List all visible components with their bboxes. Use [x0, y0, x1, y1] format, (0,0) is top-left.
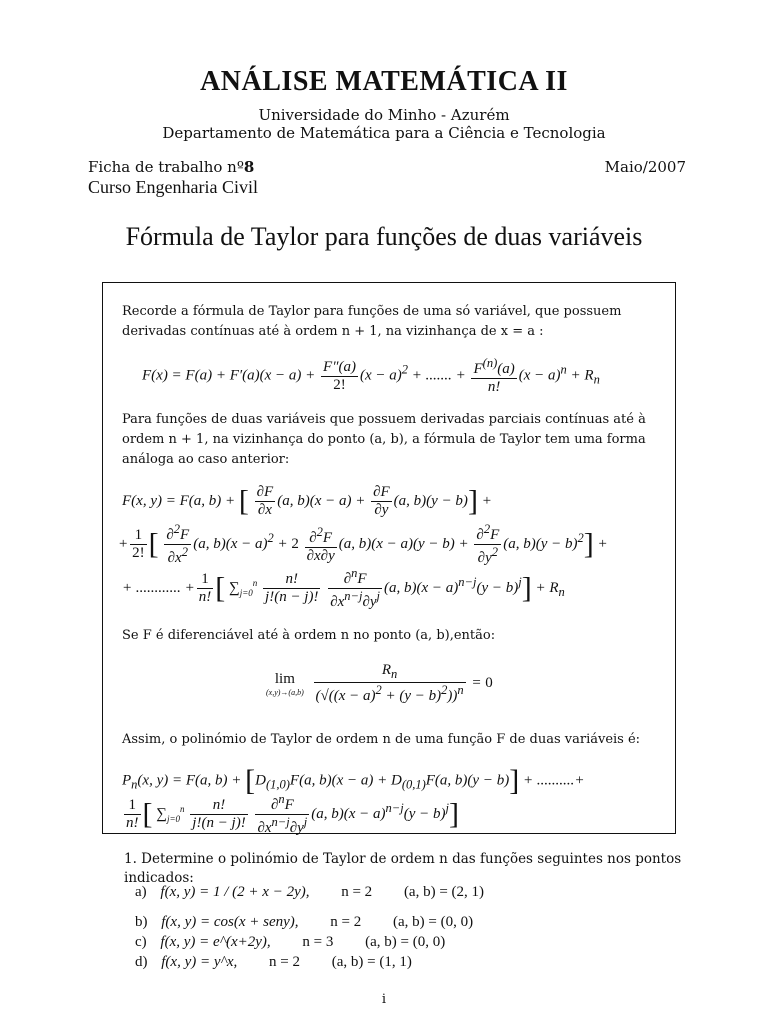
sheet-label	[88, 158, 254, 176]
page-number: i	[381, 992, 387, 1007]
item-point: (a, b) = (0, 0)	[365, 934, 446, 950]
polynomial-statement: Assim, o polinómio de Taylor de ordem n de uma função F de duas variáveis é:	[122, 732, 641, 747]
para2-line-1: Para funções de duas variáveis que possuem derivadas parciais contínuas até à	[122, 412, 646, 427]
taylor-two-variable-line-3: + ............ + $\frac{1}{n!}$ [ $\sum_{j=0}^n$ $\frac{n!}{j!(n - j)!}$ $\frac{\partial^nF}{\partial x^{n-j}\partial y^j}$ (a, $b)(x - a)^{n-j}(y - b)^j] + R_n$	[122, 566, 565, 610]
sheet-label-text: Ficha de trabalho nº	[88, 158, 244, 176]
section-title: Fórmula de Taylor para funções de duas variáveis	[125, 222, 643, 251]
course-name: Curso Engenharia Civil	[88, 177, 258, 197]
exercise-item-b	[135, 914, 473, 931]
taylor-two-variable-line-1: F(x, y) = F(a, b) + [ $\frac{\partial F}{\partial x}$ (a, b)(x − a) + $\frac{\partial F}{\partial y}$ (a, b)(y − b)] +	[122, 484, 492, 518]
item-label: a)	[135, 884, 147, 900]
document-title: ANÁLISE MATEMÁTICA II	[200, 66, 568, 97]
item-order: n = 3	[302, 934, 334, 950]
intro-line-1: Recorde a fórmula de Taylor para funções de uma só variável, que possuem	[122, 304, 622, 319]
department-name: Departamento de Matemática para a Ciência e Tecnologia	[162, 124, 606, 142]
para2-line-2: ordem n + 1, na vizinhança do ponto (a, b), a fórmula de Taylor tem uma forma	[122, 432, 646, 447]
item-function: f(x, y) = 1 / (2 + x − 2y),	[160, 884, 310, 900]
item-label: d)	[135, 954, 148, 970]
taylor-polynomial-line-1: $P_n(x$, y) = F(a, $b) + [D_{(1,0)}F(a$, $b)(x - a) + D_{(0,1)}F(a$, b)(y − b)] + ..........+	[122, 764, 585, 797]
two-variable-paragraph	[122, 410, 662, 470]
sheet-number: 8	[243, 158, 255, 176]
taylor-two-variable-line-2: + $\frac{1}{2!}$ [ $\frac{\partial^2F}{\partial x^2}$ (a, $b)(x - a)^2 + 2$ $\frac{\partial^2F}{\partial x\partial y}$ (a, b)(x − a)(y − b) + $\frac{\partial^2F}{\partial y^2}$ (a, $b)(y - b)^2$] +	[118, 522, 608, 566]
item-order: n = 2	[341, 884, 373, 900]
item-label: b)	[135, 914, 148, 930]
item-function: f(x, y) = cos(x + seny),	[161, 914, 299, 930]
taylor-polynomial-line-2: $\frac{1}{n!}$ [ $\sum_{j=0}^n$ $\frac{n!}{j!(n - j)!}$ $\frac{\partial^nF}{\partial x^{n-j}\partial y^j}$ (a, $b)(x - a)^{n-j}(y - b)^j$]	[126, 792, 459, 836]
item-function: f(x, y) = y^x,	[161, 954, 238, 970]
exercise-statement	[124, 850, 681, 888]
para2-line-3: análoga ao caso anterior:	[122, 452, 290, 467]
exercise-line-1: 1. Determine o polinómio de Taylor de ordem n das funções seguintes nos pontos	[124, 851, 682, 867]
item-order: n = 2	[330, 914, 362, 930]
item-point: (a, b) = (1, 1)	[331, 954, 412, 970]
exercise-item-c	[135, 934, 445, 951]
item-order: n = 2	[269, 954, 300, 970]
exercise-line-2: indicados:	[124, 870, 194, 886]
item-point: (a, b) = (0, 0)	[392, 914, 474, 930]
exercise-item-a	[135, 884, 484, 901]
limit-formula: lim (x,y)→(a,b) $\frac{R_n}{(√((x - a)^2 + (y - b)^2))^n}$ = 0	[266, 662, 493, 704]
item-label: c)	[135, 934, 147, 950]
university-name: Universidade do Minho - Azurém	[258, 106, 510, 124]
exercise-item-d	[135, 954, 412, 971]
taylor-one-variable-formula: F(x) = F(a) + F′(a)(x − a) + $\frac{F''(a)}{2!}$ $(x - a)^2$ + ....... + $\frac{F^{(n)}(a)}{n!}$ $(x - a)^n + R_n$	[142, 356, 600, 395]
item-function: f(x, y) = e^(x+2y),	[160, 934, 271, 950]
intro-paragraph	[122, 302, 662, 342]
differentiable-statement: Se F é diferenciável até à ordem n no ponto (a, b),então:	[122, 628, 496, 643]
intro-line-2: derivadas contínuas até à ordem n + 1, na vizinhança de x = a :	[122, 324, 544, 339]
item-point: (a, b) = (2, 1)	[403, 884, 485, 900]
sheet-date: Maio/2007	[604, 158, 686, 176]
